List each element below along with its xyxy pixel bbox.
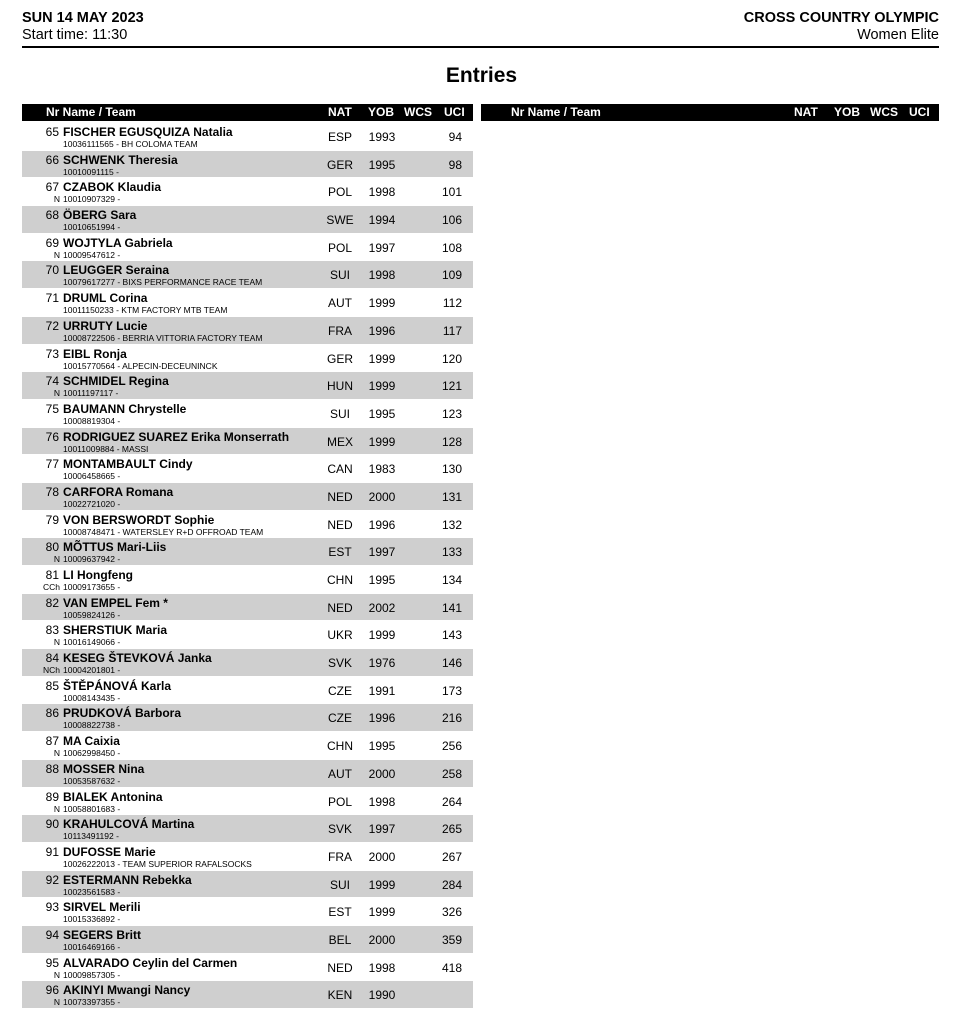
entry-name: SEGERS Britt [63, 927, 142, 942]
entry-uci-id-team: 10011009884 - MASSI [63, 443, 149, 454]
entry-nat: CZE [328, 683, 352, 698]
entry-yob: 1983 [368, 462, 396, 477]
entry-flag: N [53, 554, 60, 565]
entry-uci-id-team: 10009637942 - [63, 554, 121, 565]
entry-uci-id-team: 10010651994 - [63, 222, 121, 233]
entry-uci-id-team: 10073397355 - [63, 997, 121, 1008]
entry-nat: KEN [327, 988, 353, 1003]
col-uci: UCI [909, 105, 930, 119]
col-nr-name: Nr Name / Team [511, 105, 601, 119]
header-right [744, 9, 939, 44]
list-item [22, 566, 473, 593]
list-item [22, 372, 473, 399]
entry-number: 67 [45, 180, 59, 195]
entry-name: KESEG ŠTEVKOVÁ Janka [63, 651, 212, 666]
entry-nat: NED [327, 960, 353, 975]
entry-name: VAN EMPEL Fem * [63, 595, 168, 610]
entry-name: DUFOSSE Marie [63, 844, 156, 859]
entry-nat: POL [327, 794, 352, 809]
col-nr-name: Nr Name / Team [46, 105, 136, 119]
entry-uci-id-team: 10009173655 - [63, 582, 121, 592]
entry-yob: 1994 [368, 213, 396, 228]
entry-number: 78 [45, 484, 59, 499]
entry-uci: 143 [441, 628, 462, 643]
event-date: SUN 14 MAY 2023 [22, 10, 144, 26]
entry-nat: CHN [327, 573, 353, 587]
entry-nat: AUT [328, 766, 352, 781]
page-title: Entries [445, 64, 518, 87]
list-item [22, 760, 473, 787]
entry-flag: NCh [42, 665, 60, 676]
list-item [22, 788, 473, 815]
entry-yob: 1999 [368, 434, 396, 449]
entry-nat: SUI [329, 406, 350, 421]
entry-uci-id-team: 10022721020 - [63, 498, 121, 509]
entry-name: FISCHER EGUSQUIZA Natalia [63, 125, 233, 139]
entry-uci-id-team: 10113491192 - [63, 831, 119, 842]
entry-name: MÕTTUS Mari-Liis [63, 540, 167, 555]
entry-nat: CAN [327, 462, 353, 477]
entry-uci-id-team: 10059824126 - [63, 609, 121, 620]
list-item [22, 843, 473, 870]
entry-number: 84 [45, 651, 59, 666]
col-yob: YOB [834, 105, 861, 119]
entry-flag: N [53, 748, 60, 759]
entry-nat: BEL [328, 932, 352, 947]
entry-uci: 106 [441, 213, 462, 228]
entry-uci: 141 [441, 600, 462, 615]
entry-number: 82 [45, 595, 59, 610]
list-item [22, 151, 473, 178]
entry-number: 90 [45, 817, 59, 832]
entry-yob: 1993 [368, 130, 396, 144]
entry-uci-id-team: 10062998450 - [63, 748, 121, 759]
col-uci: UCI [444, 105, 465, 119]
entry-name: ŠTĚPÁNOVÁ Karla [63, 678, 172, 693]
entry-name: AKINYI Mwangi Nancy [63, 983, 191, 998]
entry-number: 95 [45, 955, 59, 970]
entry-yob: 1998 [368, 960, 396, 975]
entry-nat: SUI [329, 268, 350, 283]
entry-number: 87 [45, 734, 59, 749]
entry-yob: 1995 [368, 739, 396, 754]
entry-uci-id-team: 10008143435 - [63, 692, 121, 703]
list-item [22, 704, 473, 731]
entry-uci: 418 [441, 960, 462, 975]
entry-uci-id-team: 10008722506 - BERRIA VITTORIA FACTORY TEAM [63, 332, 263, 343]
entry-uci-id-team: 10008822738 - [63, 720, 121, 731]
col-wcs: WCS [870, 105, 898, 119]
entry-uci: 98 [448, 157, 462, 172]
entry-flag: CCh [42, 582, 60, 592]
entry-name: ALVARADO Ceylin del Carmen [63, 955, 238, 970]
entry-number: 74 [45, 374, 59, 389]
entry-yob: 1997 [368, 545, 396, 560]
entry-name: CZABOK Klaudia [63, 180, 162, 195]
entry-nat: FRA [328, 323, 352, 338]
entry-yob: 1999 [368, 628, 396, 643]
entry-yob: 1998 [368, 185, 396, 200]
entry-nat: EST [328, 905, 352, 920]
entry-number: 71 [45, 291, 59, 306]
entry-uci-id-team: 10058801683 - [63, 803, 121, 814]
entry-nat: AUT [328, 296, 352, 311]
list-item [22, 898, 473, 925]
entry-yob: 1996 [368, 517, 396, 532]
entry-uci-id-team: 10026222013 - TEAM SUPERIOR RAFALSOCKS [63, 858, 252, 869]
entry-uci-id-team: 10009857305 - [63, 969, 121, 980]
entry-name: SCHMIDEL Regina [63, 374, 169, 389]
entry-name: URRUTY Lucie [63, 318, 148, 333]
list-item [22, 511, 473, 538]
entry-uci-id-team: 10009547612 - [63, 249, 121, 260]
header-divider [22, 46, 939, 48]
entry-uci-id-team: 10016149066 - [63, 637, 121, 648]
entry-number: 88 [45, 761, 59, 776]
entry-yob: 1999 [368, 905, 396, 920]
entry-yob: 1997 [368, 822, 396, 837]
entry-uci: 94 [448, 130, 462, 144]
list-item [22, 732, 473, 759]
entry-name: SHERSTIUK Maria [63, 623, 168, 638]
list-item [22, 677, 473, 704]
entry-yob: 2000 [368, 489, 396, 504]
entry-yob: 1991 [368, 683, 396, 698]
entry-nat: EST [328, 545, 352, 560]
entry-flag: N [53, 803, 60, 814]
entry-yob: 1999 [368, 351, 396, 366]
entry-uci: 109 [441, 268, 462, 283]
entry-nat: POL [327, 185, 352, 200]
entry-name: PRUDKOVÁ Barbora [63, 706, 182, 721]
entry-name: MOSSER Nina [63, 761, 145, 776]
list-item [22, 345, 473, 372]
list-item [22, 981, 473, 1008]
event-name: CROSS COUNTRY OLYMPIC [743, 10, 939, 26]
entry-uci-id-team: 10010091115 - [63, 166, 119, 177]
list-item [22, 206, 473, 233]
entry-yob: 1998 [368, 268, 396, 283]
entry-uci-id-team: 10010907329 - [63, 194, 121, 205]
entry-number: 70 [45, 263, 59, 278]
entry-uci: 133 [441, 545, 462, 560]
entry-number: 96 [45, 983, 59, 998]
entry-number: 93 [45, 900, 59, 915]
entry-flag: N [53, 194, 60, 205]
entry-number: 92 [45, 872, 59, 887]
entry-uci: 173 [441, 683, 462, 698]
entry-number: 79 [45, 512, 59, 527]
entry-number: 73 [45, 346, 59, 361]
entry-yob: 1996 [368, 323, 396, 338]
entry-uci: 112 [442, 296, 462, 311]
entry-yob: 1995 [368, 157, 396, 172]
entry-uci: 216 [441, 711, 462, 726]
entry-number: 85 [45, 678, 59, 693]
list-item [22, 261, 473, 288]
entry-nat: SUI [329, 877, 350, 892]
entry-name: BIALEK Antonina [63, 789, 163, 804]
entry-nat: NED [327, 517, 353, 532]
entry-uci: 130 [441, 462, 462, 477]
entry-number: 80 [45, 540, 59, 555]
entry-number: 86 [45, 706, 59, 721]
entry-uci: 120 [441, 351, 462, 366]
list-item [22, 317, 473, 344]
entry-nat: POL [327, 240, 352, 255]
entry-uci-id-team: 10079617277 - BIXS PERFORMANCE RACE TEAM [63, 277, 263, 288]
entry-number: 66 [45, 152, 59, 167]
entry-uci-id-team: 10004201801 - [63, 665, 121, 676]
entry-uci: 359 [441, 932, 462, 947]
list-item [22, 400, 473, 427]
entry-nat: SVK [327, 822, 352, 837]
entry-nat: SVK [327, 656, 352, 671]
entry-number: 75 [45, 401, 59, 416]
entry-name: CARFORA Romana [63, 484, 174, 499]
column-header-left [22, 104, 473, 121]
entry-flag: N [53, 388, 60, 399]
entry-name: MA Caixia [63, 734, 120, 749]
entry-number: 68 [45, 208, 59, 223]
entry-number: 77 [45, 457, 59, 472]
entry-name: EIBL Ronja [63, 346, 127, 361]
entry-name: SIRVEL Merili [63, 900, 141, 915]
list-item [22, 954, 473, 981]
entry-nat: MEX [326, 434, 353, 449]
entry-uci: 146 [441, 656, 462, 671]
entry-yob: 1976 [368, 656, 396, 671]
entry-name: DRUML Corina [63, 291, 148, 306]
list-item [22, 538, 473, 565]
list-item [22, 649, 473, 676]
list-item [22, 621, 473, 648]
entry-nat: GER [326, 351, 353, 366]
entry-uci-id-team: 10016469166 - [63, 941, 121, 952]
entry-uci: 131 [441, 489, 462, 504]
entry-name: MONTAMBAULT Cindy [63, 457, 193, 472]
list-item [22, 926, 473, 953]
entry-uci-id-team: 10011197117 - [63, 388, 119, 399]
entry-number: 81 [45, 568, 59, 582]
entry-name: SCHWENK Theresia [63, 152, 178, 167]
entry-nat: SWE [326, 213, 354, 228]
entry-yob: 2002 [368, 600, 396, 615]
entry-flag: N [53, 969, 60, 980]
entries-list [22, 123, 473, 1009]
entry-uci-id-team: 10015770564 - ALPECIN-DECEUNINCK [63, 360, 218, 371]
entry-name: ÖBERG Sara [63, 208, 137, 223]
entry-uci: 132 [441, 517, 462, 532]
entry-yob: 2000 [368, 849, 396, 864]
entry-number: 83 [45, 623, 59, 638]
entry-uci: 264 [441, 794, 462, 809]
col-yob: YOB [368, 105, 395, 119]
entry-nat: FRA [328, 849, 352, 864]
entry-yob: 1999 [368, 877, 396, 892]
entry-yob: 1999 [368, 379, 396, 394]
entry-name: BAUMANN Chrystelle [63, 401, 187, 416]
entry-name: KRAHULCOVÁ Martina [63, 817, 195, 832]
entry-uci-id-team: 10011150233 - KTM FACTORY MTB TEAM [63, 305, 228, 316]
entry-name: WOJTYLA Gabriela [63, 235, 173, 250]
entry-flag: N [53, 997, 60, 1008]
entry-nat: UKR [327, 628, 353, 643]
entry-uci-id-team: 10008819304 - [63, 415, 121, 426]
start-time: Start time: 11:30 [22, 27, 128, 43]
entry-uci: 326 [441, 905, 462, 920]
entry-nat: CHN [327, 739, 353, 754]
list-item [22, 289, 473, 316]
entry-nat: ESP [327, 130, 352, 144]
entry-uci: 123 [441, 406, 462, 421]
list-item [22, 123, 473, 150]
entry-uci-id-team: 10036111565 - BH COLOMA TEAM [63, 139, 198, 149]
column-header-right [481, 104, 939, 121]
entry-number: 72 [45, 318, 59, 333]
entry-yob: 2000 [368, 932, 396, 947]
entry-yob: 2000 [368, 766, 396, 781]
entry-uci-id-team: 10053587632 - [63, 775, 121, 786]
entry-name: VON BERSWORDT Sophie [63, 512, 215, 527]
entry-uci: 265 [441, 822, 462, 837]
entry-uci: 117 [442, 323, 462, 338]
entry-uci: 134 [441, 573, 462, 587]
col-wcs: WCS [404, 105, 432, 119]
entry-number: 69 [45, 235, 59, 250]
entry-uci: 284 [441, 877, 462, 892]
entry-yob: 1997 [368, 240, 396, 255]
entry-flag: N [53, 637, 60, 648]
entry-number: 65 [45, 125, 59, 139]
entry-uci-id-team: 10023561583 - [63, 886, 121, 897]
entry-number: 76 [45, 429, 59, 444]
entry-yob: 1995 [368, 406, 396, 421]
header-left [22, 9, 144, 44]
entry-yob: 1995 [368, 573, 396, 587]
list-item [22, 428, 473, 455]
entry-name: LI Hongfeng [63, 568, 133, 582]
entry-uci: 101 [441, 185, 462, 200]
entry-name: ESTERMANN Rebekka [63, 872, 192, 887]
entry-number: 94 [45, 927, 59, 942]
entry-yob: 1996 [368, 711, 396, 726]
entry-yob: 1990 [368, 988, 396, 1003]
entry-uci: 108 [441, 240, 462, 255]
entry-nat: NED [327, 489, 353, 504]
entry-name: RODRIGUEZ SUAREZ Erika Monserrath [63, 429, 290, 444]
entry-nat: HUN [327, 379, 353, 394]
entry-name: LEUGGER Seraina [63, 263, 170, 278]
event-category: Women Elite [857, 27, 939, 43]
entry-number: 89 [45, 789, 59, 804]
entry-uci-id-team: 10008748471 - WATERSLEY R+D OFFROAD TEAM [63, 526, 264, 537]
entry-nat: NED [327, 600, 353, 615]
entry-uci-id-team: 10006458665 - [63, 471, 121, 482]
list-item [22, 871, 473, 898]
list-item [22, 594, 473, 621]
entry-number: 91 [45, 844, 59, 859]
entry-flag: N [53, 249, 60, 260]
entry-uci-id-team: 10015336892 - [63, 914, 121, 925]
entry-uci: 128 [441, 434, 462, 449]
entry-uci: 256 [441, 739, 462, 754]
list-item [22, 178, 473, 205]
entry-nat: GER [326, 157, 353, 172]
list-item [22, 234, 473, 261]
entry-nat: CZE [328, 711, 352, 726]
entry-uci: 267 [441, 849, 462, 864]
list-item [22, 815, 473, 842]
col-nat: NAT [794, 105, 818, 119]
entry-uci: 121 [441, 379, 462, 394]
list-item [22, 483, 473, 510]
entry-yob: 1998 [368, 794, 396, 809]
col-nat: NAT [328, 105, 352, 119]
list-item [22, 455, 473, 482]
entry-uci: 258 [441, 766, 462, 781]
entry-yob: 1999 [368, 296, 396, 311]
